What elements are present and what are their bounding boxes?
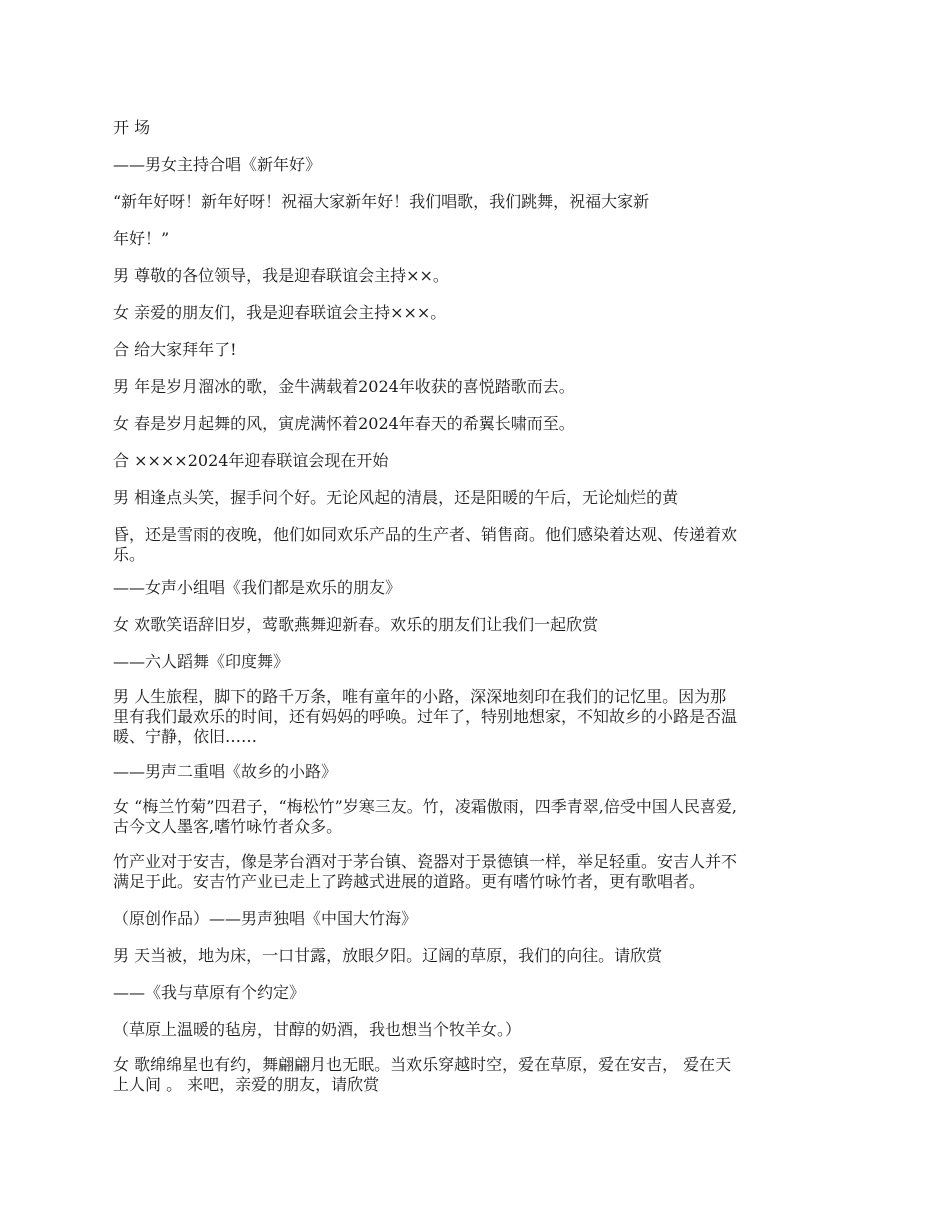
dialogue-line: 男 尊敬的各位领导，我是迎春联谊会主持××。 — [113, 266, 449, 285]
dialogue-line: 女 亲爱的朋友们，我是迎春联谊会主持×××。 — [113, 303, 447, 322]
dialogue-paragraph: 昏，还是雪雨的夜晚，他们如同欢乐产品的生产者、销售商。他们感染着达观、传递着欢 乐。 — [113, 525, 738, 564]
dialogue-paragraph: 女 歌绵绵星也有约，舞翩翩月也无眠。当欢乐穿越时空，爱在草原，爱在安吉， 爱在天 上人间 。 来吧，亲爱的朋友，请欣赏 — [113, 1055, 732, 1094]
stage-note: （草原上温暖的毡房，甘醇的奶酒，我也想当个牧羊女。） — [113, 1020, 522, 1039]
program-item: ——六人蹈舞《印度舞》 — [113, 652, 290, 671]
program-item: ——男女主持合唱《新年好》 — [113, 155, 322, 174]
lyric-line: 年好！” — [113, 229, 170, 248]
dialogue-line: 合 给大家拜年了! — [113, 340, 237, 359]
dialogue-line: 男 相逢点头笑，握手问个好。无论风起的清晨，还是阳暖的午后，无论灿烂的黄 — [113, 488, 679, 507]
dialogue-paragraph: 男 人生旅程，脚下的路千万条，唯有童年的小路，深深地刻印在我们的记忆里。因为那 里有我们最欢乐的时间，还有妈妈的呼唤。过年了，特别地想家，不知故乡的小路是否温 暖、宁静，依旧…… — [113, 687, 738, 746]
dialogue-line: 男 年是岁月溜冰的歌，金牛满载着2024年收获的喜悦踏歌而去。 — [113, 377, 575, 396]
section-heading: 开 场 — [113, 118, 151, 137]
dialogue-line: 男 天当被，地为床，一口甘露，放眼夕阳。辽阔的草原，我们的向往。请欣赏 — [113, 946, 663, 965]
dialogue-paragraph: 女 “梅兰竹菊”四君子，“梅松竹”岁寒三友。竹，凌霜傲雨，四季青翠,倍受中国人民喜爱, 古今文人墨客,嗜竹咏竹者众多。 — [113, 797, 737, 836]
lyric-line: “新年好呀！新年好呀！祝福大家新年好！我们唱歌，我们跳舞，祝福大家新 — [113, 192, 650, 211]
program-item: ——《我与草原有个约定》 — [113, 983, 306, 1002]
program-item: ——男声二重唱《故乡的小路》 — [113, 762, 338, 781]
dialogue-line: 女 欢歌笑语辞旧岁，莺歌燕舞迎新春。欢乐的朋友们让我们一起欣赏 — [113, 615, 599, 634]
dialogue-line: 合 ××××2024年迎春联谊会现在开始 — [113, 451, 389, 470]
program-item: （原创作品）——男声独唱《中国大竹海》 — [113, 909, 418, 928]
program-item: ——女声小组唱《我们都是欢乐的朋友》 — [113, 578, 402, 597]
dialogue-paragraph: 竹产业对于安吉，像是茅台酒对于茅台镇、瓷器对于景德镇一样，举足轻重。安吉人并不 满足于此。安吉竹产业已走上了跨越式进展的道路。更有嗜竹咏竹者，更有歌唱者。 — [113, 852, 738, 891]
dialogue-line: 女 春是岁月起舞的风，寅虎满怀着2024年春天的希翼长啸而至。 — [113, 414, 575, 433]
document-page — [113, 118, 848, 1095]
